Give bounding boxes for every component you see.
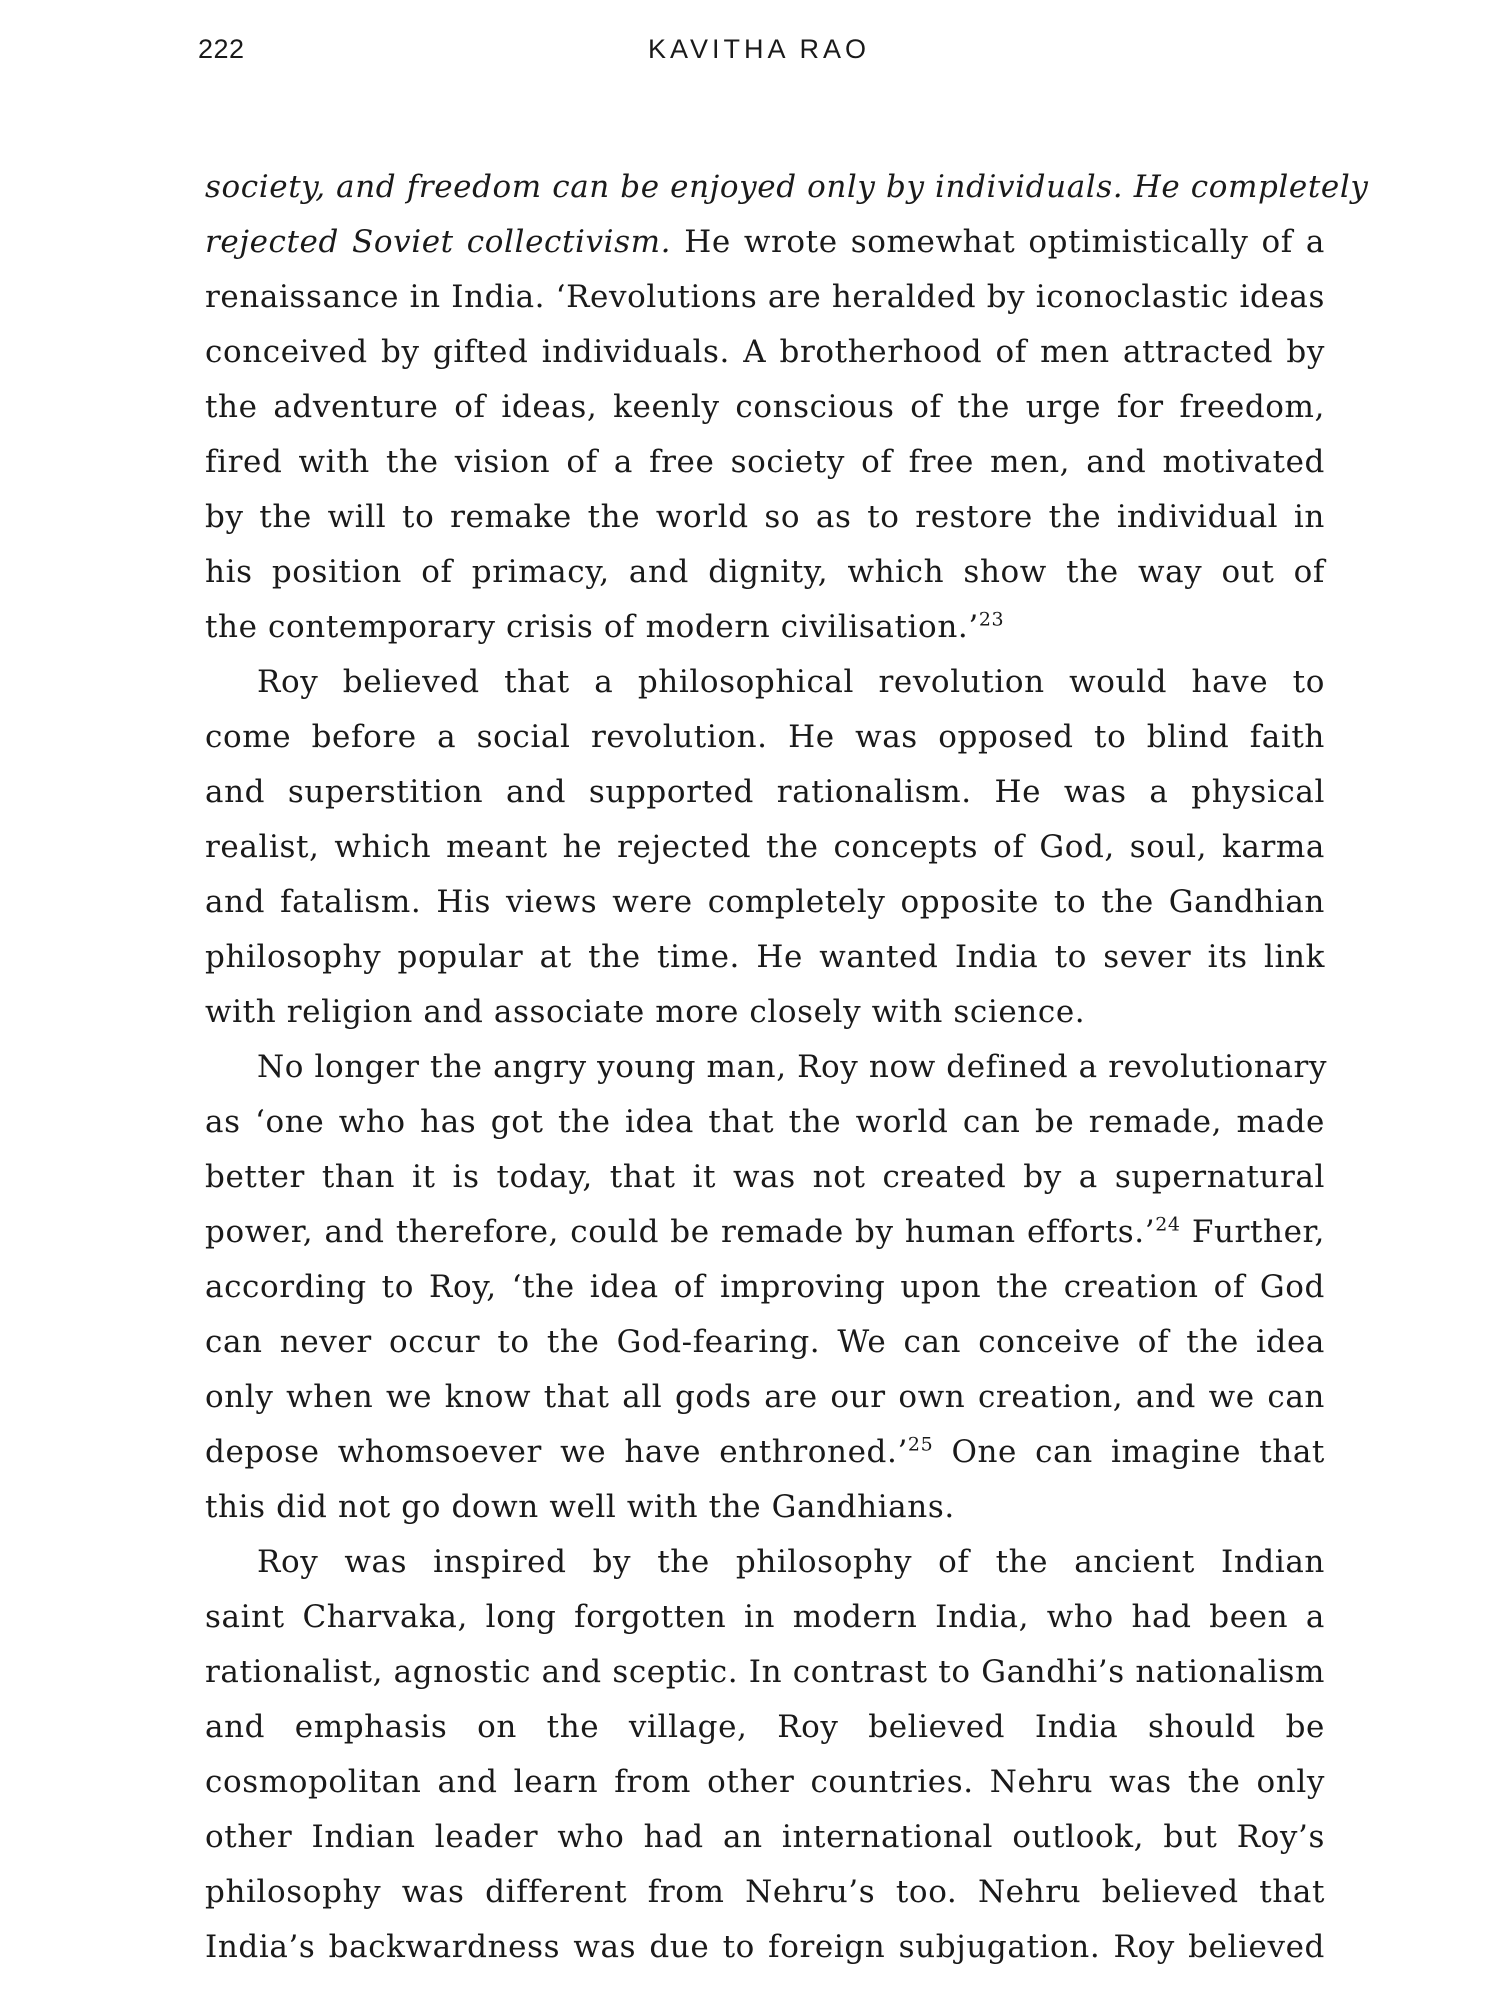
text-line: fired with the vision of a free society of free men, and motivated (205, 444, 1325, 480)
text-line: as ‘one who has got the idea that the world can be remade, made (205, 1104, 1325, 1140)
text-line: India’s backwardness was due to foreign subjugation. Roy believed (205, 1929, 1325, 1965)
text-line: this did not go down well with the Gandhians. (205, 1489, 955, 1525)
text-line: philosophy popular at the time. He wanted India to sever its link (205, 939, 1325, 975)
page-number: 222 (198, 34, 245, 64)
text-line: power, and therefore, could be remade by human efforts.’$^{24}$ Further, (205, 1213, 1325, 1250)
text-line: the adventure of ideas, keenly conscious of the urge for freedom, (205, 389, 1325, 425)
text-line: come before a social revolution. He was opposed to blind faith (205, 719, 1325, 755)
footnote-ref-24[interactable]: 24 (1155, 1213, 1181, 1236)
text-line: saint Charvaka, long forgotten in modern India, who had been a (205, 1599, 1325, 1635)
text-line: with religion and associate more closely with science. (205, 994, 1086, 1030)
paragraph-2 (205, 655, 1325, 1040)
text-line: cosmopolitan and learn from other countries. Nehru was the only (205, 1764, 1325, 1800)
text-line: by the will to remake the world so as to restore the individual in (205, 499, 1325, 535)
running-head (198, 34, 1318, 74)
text-line: and emphasis on the village, Roy believed India should be (205, 1709, 1325, 1745)
text-line: depose whomsoever we have enthroned.’$^{25}$ One can imagine that (205, 1433, 1325, 1470)
text-line: and fatalism. His views were completely opposite to the Gandhian (205, 884, 1325, 920)
paragraph-3 (205, 1040, 1328, 1535)
running-title: KAVITHA RAO (648, 34, 871, 64)
text-line: his position of primacy, and dignity, which show the way out of (205, 554, 1325, 590)
text-line: realist, which meant he rejected the concepts of God, soul, karma (205, 829, 1325, 865)
text-line: better than it is today, that it was not created by a supernatural (205, 1159, 1325, 1195)
footnote-ref-23[interactable]: 23 (978, 608, 1005, 631)
text-line: society, and freedom can be enjoyed only by individuals. He completely (205, 169, 1369, 205)
text-line: other Indian leader who had an international outlook, but Roy’s (205, 1819, 1325, 1855)
text-line: and superstition and supported rationalism. He was a physical (205, 774, 1325, 810)
text-line: No longer the angry young man, Roy now defined a revolutionary (257, 1049, 1328, 1085)
text-line: can never occur to the God-fearing. We can conceive of the idea (205, 1324, 1325, 1360)
text-line: conceived by gifted individuals. A brotherhood of men attracted by (205, 334, 1325, 370)
text-line: only when we know that all gods are our own creation, and we can (205, 1379, 1325, 1415)
text-line: rejected Soviet collectivism. He wrote somewhat optimistically of a (205, 224, 1326, 260)
text-line: Roy believed that a philosophical revolution would have to (257, 664, 1325, 700)
paragraph-1 (205, 160, 1369, 655)
text-line: rationalist, agnostic and sceptic. In contrast to Gandhi’s nationalism (205, 1654, 1325, 1690)
text-line: the contemporary crisis of modern civilisation.’$^{23}$ (205, 608, 1005, 645)
paragraph-4 (205, 1535, 1325, 1975)
text-line: Roy was inspired by the philosophy of the ancient Indian (257, 1544, 1325, 1580)
body-text (205, 160, 1369, 1975)
text-line: renaissance in India. ‘Revolutions are heralded by iconoclastic ideas (205, 279, 1325, 315)
text-line: according to Roy, ‘the idea of improving upon the creation of God (205, 1269, 1325, 1305)
footnote-ref-25[interactable]: 25 (907, 1433, 934, 1456)
text-line: philosophy was different from Nehru’s too. Nehru believed that (205, 1874, 1325, 1910)
